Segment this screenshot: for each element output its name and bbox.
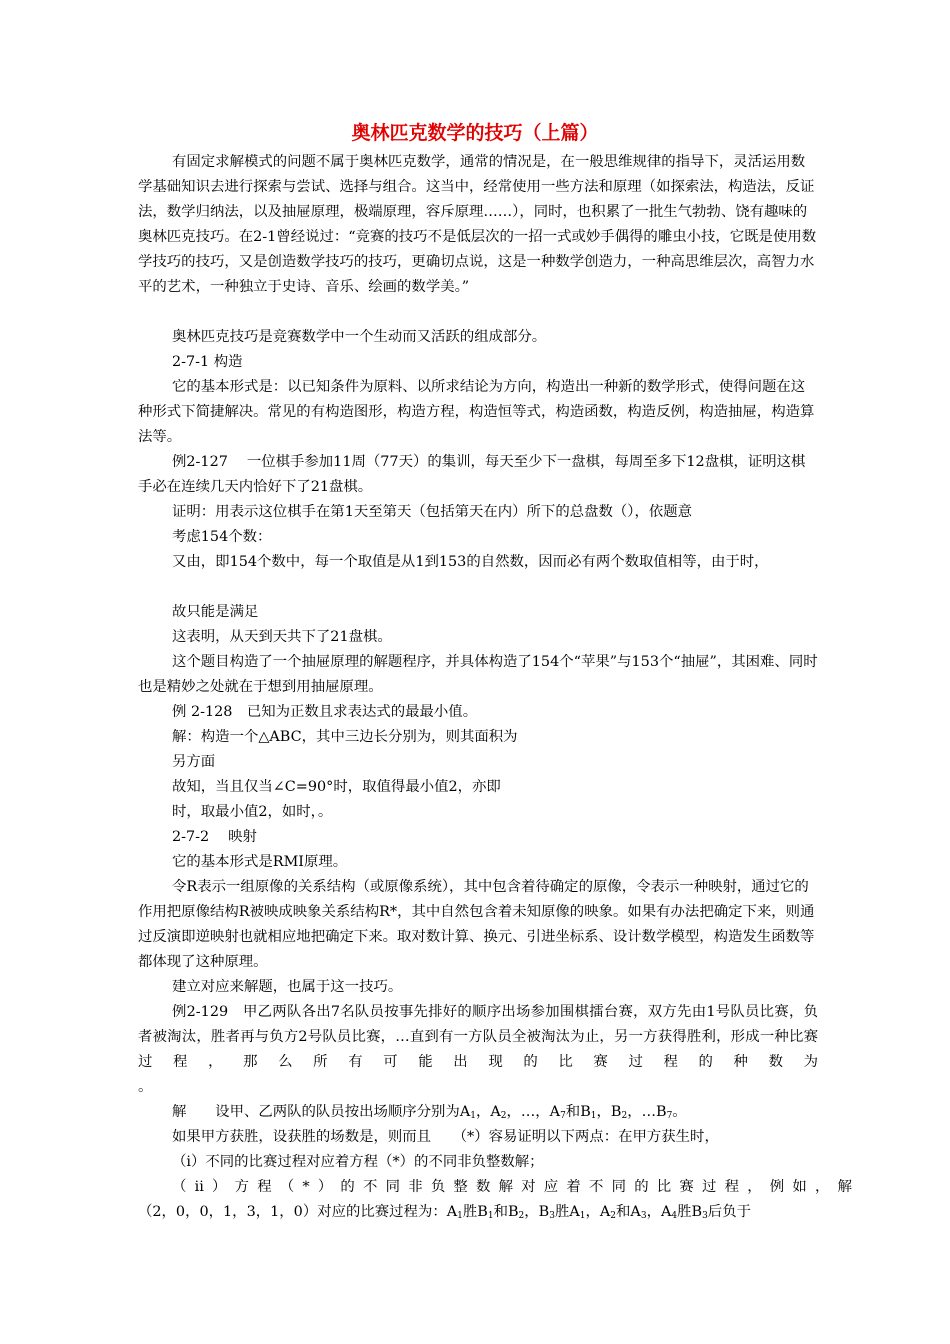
paragraph-olympiad-skills: 奥林匹克技巧是竞赛数学中一个生动而又活跃的组成部分。 — [172, 329, 547, 345]
solution-line-4: 时，取最小值2，如时，。 — [172, 804, 333, 820]
paragraph-pigeonhole: 这个题目构造了一个抽屉原理的解题程序，并具体构造了154个“苹果”与153个“抽屉”，其困难、同时也是精妙之处就在于想到用抽屉原理。 — [138, 654, 818, 695]
example-2-129: 例2-129 甲乙两队各出7名队员按事先排好的顺序出场参加围棋擂台赛，双方先由1号队员比赛，负者被淘汰，胜者再与负方2号队员比赛，…直到有一方队员全被淘汰为止，另一方获得胜利，形成一种比赛过程，那么所有可能出现的比赛过程的种数为 — [138, 1004, 818, 1070]
paragraph-construction: 它的基本形式是：以已知条件为原料、以所求结论为方向，构造出一种新的数学形式，使得问题在这种形式下简捷解决。常见的有构造图形，构造方程，构造恒等式，构造函数，构造反例，构造抽屉，构造算法等。 — [138, 379, 815, 445]
solution-line-1: 解：构造一个△ABC，其中三边长分别为，则其面积为 — [172, 729, 518, 745]
proof-line-2: 考虑154个数： — [172, 529, 272, 545]
point-ii: （ii）方程（*）的不同非负整数解对应着不同的比赛过程，例如，解 — [172, 1179, 852, 1195]
example-2-127: 例2-127 一位棋手参加11周（77天）的集训，每天至少下一盘棋，每周至多下12盘棋，证明这棋手必在连续几天内恰好下了21盘棋。 — [138, 454, 806, 495]
solution-2-129-line-2: 如果甲方获胜，设获胜的场数是，则而且 （*）容易证明以下两点：在甲方获生时， — [172, 1129, 719, 1145]
solution-line-3: 故知，当且仅当∠C=90°时，取值得最小值2，亦即 — [172, 779, 501, 795]
section-heading-mapping: 2-7-2 映射 — [172, 829, 257, 845]
proof-line-3: 又由，即154个数中，每一个取值是从1到153的自然数，因而必有两个数取值相等，由于时， — [172, 554, 769, 570]
section-heading-construction: 2-7-1 构造 — [172, 354, 243, 370]
point-ii-example: （2，0，0，1，3，1，0）对应的比赛过程为：$A_1$胜$B_1$和$B_2$，$B_3$胜$A_1$，$A_2$和$A_3$，$A_4$胜$B_3$后负于 — [138, 1204, 751, 1221]
document-title: 奥林匹克数学的技巧（上篇） — [351, 122, 599, 144]
solution-line-2: 另方面 — [172, 754, 216, 770]
proof-line-1: 证明：用表示这位棋手在第1天至第天（包括第天在内）所下的总盘数（），依题意 — [172, 504, 693, 520]
paragraph-correspondence: 建立对应来解题，也属于这一技巧。 — [172, 979, 403, 995]
paragraph-intro: 有固定求解模式的问题不属于奥林匹克数学，通常的情况是，在一般思维规律的指导下，灵活运用数学基础知识去进行探索与尝试、选择与组合。这当中，经常使用一些方法和原理（如探索法，构造法，反证法，数学归纳法，以及抽屉原理，极端原理，容斥原理……），同时，也积累了一批生气勃勃、饶有趣味的奥林匹克技巧。在2-1曾经说过：“竞赛的技巧不是低层次的一招一式或妙手偶得的雕虫小技，它既是使用数学技巧的技巧，又是创造数学技巧的技巧，更确切点说，这是一种数学创造力，一种高思维层次，高智力水平的艺术，一种独立于史诗、音乐、绘画的数学美。” — [138, 154, 817, 295]
paragraph-mapping: 令R表示一组原像的关系结构（或原像系统），其中包含着待确定的原像，令表示一种映射，通过它的作用把原像结构R被映成映象关系结构R*，其中自然包含着未知原像的映象。如果有办法把确定下来，则通过反演即逆映射也就相应地把确定下来。取对数计算、换元、引进坐标系、设计数学模型，构造发生函数等都体现了这种原理。 — [138, 879, 815, 970]
example-2-129-end: 。 — [138, 1079, 153, 1095]
proof-line-4: 故只能是满足 — [172, 604, 259, 620]
paragraph-rmi: 它的基本形式是RMI原理。 — [172, 854, 348, 870]
solution-2-129-line-1: 解 设甲、乙两队的队员按出场顺序分别为$A_1$，$A_2$，…，$A_7$和$B_1$，$B_2$，$\dots B_7$。 — [172, 1104, 687, 1121]
point-i: （i）不同的比赛过程对应着方程（*）的不同非负整数解； — [172, 1154, 544, 1170]
proof-line-5: 这表明，从天到天共下了21盘棋。 — [172, 629, 392, 645]
example-2-128: 例 2-128 已知为正数且求表达式的最最小值。 — [172, 704, 478, 720]
